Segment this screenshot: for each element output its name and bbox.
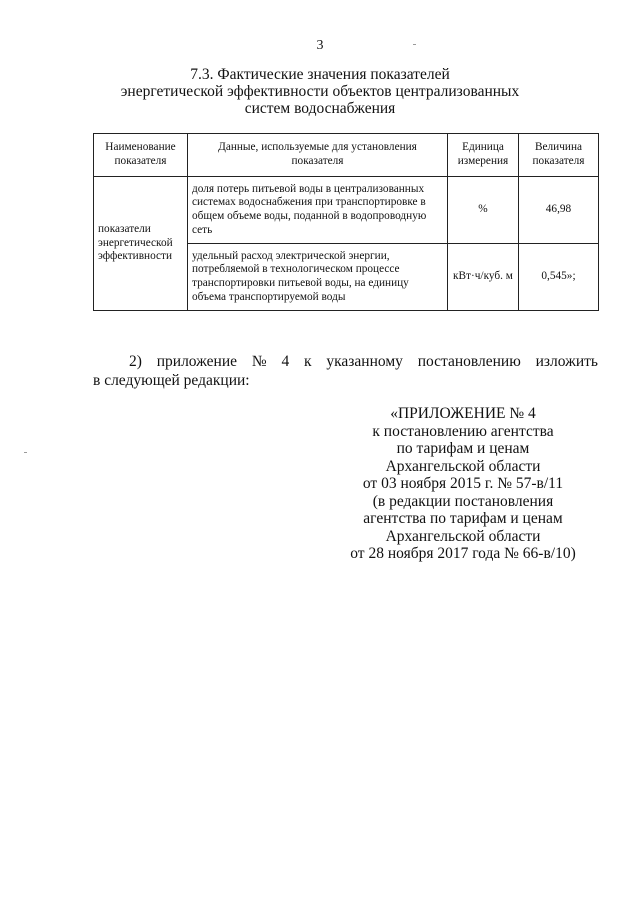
indicators-table — [93, 133, 599, 311]
row-value: 46,98 — [519, 177, 599, 244]
appendix-line: Архангельской области — [385, 457, 541, 475]
row-unit: % — [448, 177, 519, 244]
header-data: Данные, используемые для установления показателя — [188, 134, 448, 177]
row-value: 0,545»; — [519, 244, 599, 311]
paragraph-word: № — [251, 353, 267, 370]
scan-speck — [413, 44, 416, 45]
appendix-line: от 03 ноября 2015 г. № 57-в/11 — [362, 475, 564, 492]
paragraph-word: постановлению — [417, 353, 521, 370]
row-unit: кВт·ч/куб. м — [448, 244, 519, 311]
scan-speck — [24, 452, 27, 453]
paragraph-word: приложение — [156, 353, 238, 370]
appendix-line: от 28 ноября 2017 года № 66-в/10) — [350, 545, 576, 562]
amendment-paragraph — [93, 352, 598, 390]
appendix-line: Архангельской области — [385, 527, 541, 545]
paragraph-word: к — [304, 353, 312, 370]
header-unit: Единица измерения — [448, 134, 519, 177]
header-value: Величина показателя — [519, 134, 599, 177]
section-title-line: систем водоснабжения — [244, 100, 396, 117]
paragraph-line — [93, 352, 598, 371]
table-row — [94, 177, 599, 244]
indicator-group-name: показатели энергетической эффективности — [94, 177, 188, 311]
page-number: 3 — [316, 38, 324, 53]
appendix-line: агентства по тарифам и ценам — [363, 510, 563, 527]
section-title-line: энергетической эффективности объектов централизованных — [120, 83, 520, 100]
section-title-line: 7.3. Фактические значения показателей — [190, 66, 450, 83]
appendix-line: «ПРИЛОЖЕНИЕ № 4 — [390, 405, 536, 422]
paragraph-word: указанному — [326, 353, 403, 370]
row-description: удельный расход электрической энергии, потребляемой в технологическом процессе транспортировки питьевой воды, на единицу объема транспортируемой воды — [188, 244, 448, 311]
table-header-row — [94, 134, 599, 177]
appendix-line: (в редакции постановления — [372, 492, 554, 510]
appendix-line: к постановлению агентства — [372, 422, 554, 440]
paragraph-word: 2) — [129, 353, 142, 370]
appendix-line: по тарифам и ценам — [396, 440, 530, 457]
row-description: доля потерь питьевой воды в централизованных системах водоснабжения при транспортировке в общем объеме воды, поданной в водопроводную сеть — [188, 177, 448, 244]
paragraph-word: 4 — [281, 353, 290, 370]
header-indicator-name: Наименование показателя — [94, 134, 188, 177]
appendix-heading — [328, 405, 598, 563]
section-title — [0, 66, 640, 117]
paragraph-word: изложить — [535, 353, 598, 370]
paragraph-line: в следующей редакции: — [93, 372, 250, 389]
